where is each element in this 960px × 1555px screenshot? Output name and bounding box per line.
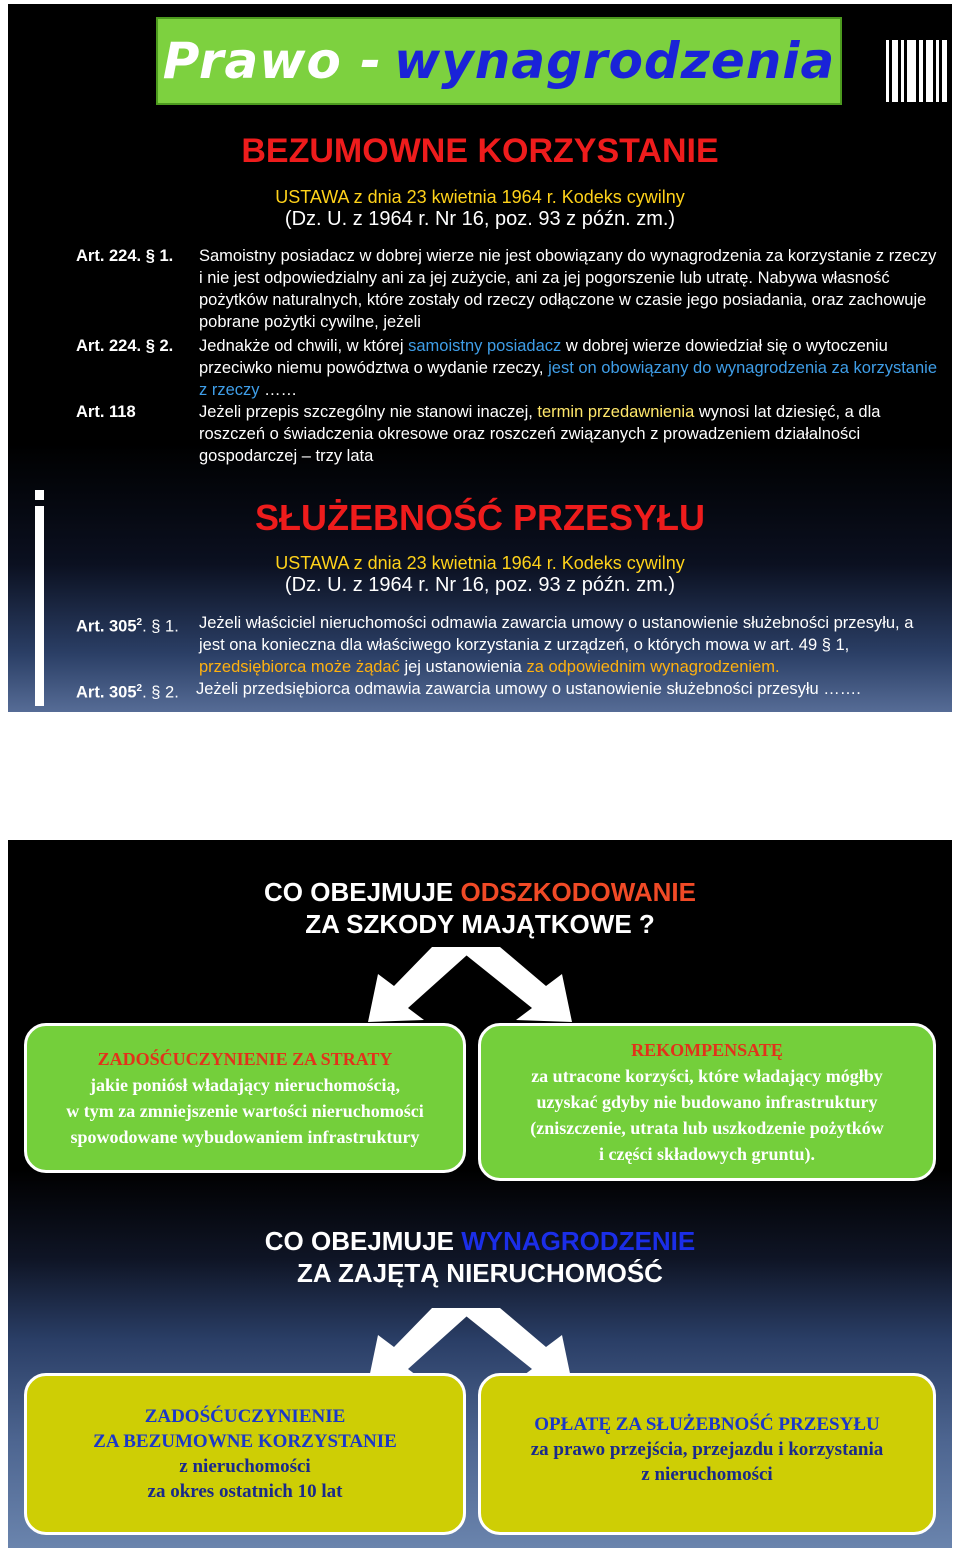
article-label-part: Art. 305 xyxy=(76,617,137,636)
box-heading: ZA BEZUMOWNE KORZYSTANIE xyxy=(93,1431,397,1452)
slide-2 xyxy=(8,840,952,1548)
article-paragraph xyxy=(76,245,946,333)
arrow-pair-1 xyxy=(368,947,572,1022)
arrow-pair-2 xyxy=(368,1308,572,1383)
info-box-zadoscuczynienie xyxy=(24,1373,466,1535)
article-text xyxy=(199,335,939,401)
box-line: za prawo przejścia, przejazdu i korzystania xyxy=(530,1439,884,1460)
section-heading: SŁUŻEBNOŚĆ PRZESYŁU xyxy=(254,497,706,538)
arrow-down-left xyxy=(368,1308,476,1383)
article-text xyxy=(199,612,939,678)
question-highlight: ODSZKODOWANIE xyxy=(460,877,696,907)
box-heading: ZADOŚĆUCZYNIENIE ZA STRATY xyxy=(97,1049,393,1069)
box-line: spowodowane wybudowaniem infrastruktury xyxy=(70,1127,420,1147)
question-line-2: ZA ZAJĘTĄ NIERUCHOMOŚĆ xyxy=(297,1258,663,1288)
arrow-down-right xyxy=(456,1308,572,1383)
article-paragraph xyxy=(76,612,946,678)
section-source xyxy=(8,186,952,230)
box-line: z nieruchomości xyxy=(641,1464,773,1485)
box-heading: ZADOŚĆUCZYNIENIE xyxy=(144,1406,346,1427)
article-text xyxy=(199,401,939,467)
article-text xyxy=(199,245,939,333)
highlight-text: termin przedawnienia xyxy=(537,403,695,421)
box-line: za utracone korzyści, które władający mógłby xyxy=(531,1066,883,1086)
article-text-part: Jeżeli przepis szczególny nie stanowi inaczej, xyxy=(199,403,538,421)
article-text-part: …… xyxy=(259,381,298,399)
title-part-1: Prawo - xyxy=(162,32,382,90)
decorative-barcode xyxy=(886,40,947,102)
box-line: (zniszczenie, utrata lub uszkodzenie pożytków xyxy=(530,1118,884,1138)
article-text-part: w dobrej wierze dowiedział się o wytoczeniu przeciwko niemu powództwa o wydanie rzeczy, xyxy=(199,337,888,377)
source-line-2: (Dz. U. z 1964 r. Nr 16, poz. 93 z późn. zm.) xyxy=(284,208,676,230)
article-label xyxy=(76,678,179,704)
article-label xyxy=(76,612,179,638)
question-highlight: WYNAGRODZENIE xyxy=(461,1226,696,1256)
box-line: i części składowych gruntu). xyxy=(599,1144,815,1164)
article-text-part: wynosi lat dziesięć, a dla roszczeń o świadczenia okresowe oraz roszczeń związanych z prowadzeniem działalności gospodarczej – trzy lata xyxy=(199,403,881,465)
question-text: CO OBEJMUJE xyxy=(264,877,461,907)
box-heading: OPŁATĘ ZA SŁUŻEBNOŚĆ PRZESYŁU xyxy=(534,1414,880,1435)
question-heading xyxy=(8,1225,952,1289)
section-heading: BEZUMOWNE KORZYSTANIE xyxy=(241,132,719,170)
highlight-text: za odpowiednim wynagrodzeniem. xyxy=(526,658,780,676)
highlight-text: samoistny posiadacz xyxy=(408,337,562,355)
box-heading: REKOMPENSATĘ xyxy=(631,1040,783,1060)
slide-title xyxy=(156,17,842,105)
section-source xyxy=(8,552,952,596)
article-text-part: Jeżeli przedsiębiorca odmawia zawarcia umowy o ustanowienie służebności przesyłu ……. xyxy=(196,680,861,698)
box-line: jakie poniósł władający nieruchomością, xyxy=(89,1075,400,1095)
article-label-part: . § 1. xyxy=(142,617,179,636)
question-line-2: ZA SZKODY MAJĄTKOWE ? xyxy=(305,909,655,939)
article-paragraph xyxy=(76,401,946,467)
info-box-oplata xyxy=(478,1373,936,1535)
article-label-sup: 2 xyxy=(136,683,143,694)
article-text-part: Samoistny posiadacz w dobrej wierze nie jest obowiązany do wynagrodzenia za korzystanie z rzeczy i nie jest odpowiedzialny ani za jej zużycie, ani za jej pogorszenie lub utratę. xyxy=(199,247,937,287)
article-label: Art. 118 xyxy=(76,403,136,421)
slide-1 xyxy=(8,4,952,712)
highlight-text: przedsiębiorca może żądać xyxy=(199,658,400,676)
article-paragraph xyxy=(76,678,946,700)
article-text-part: Nabywa własność pożytków naturalnych, które zostały od rzeczy odłączone w czasie jego posiadania, oraz zachowuje pobrane pożytki cywilne, jeżeli xyxy=(199,269,927,331)
article-label-part: Art. 305 xyxy=(76,683,137,702)
article-text-part: Jednakże od chwili, w której xyxy=(199,337,409,355)
article-text-part: jej ustanowienia xyxy=(399,658,527,676)
article-label-sup: 2 xyxy=(136,617,143,628)
source-line-1: USTAWA z dnia 23 kwietnia 1964 r. Kodeks cywilny xyxy=(275,553,685,573)
article-label-part: . § 2. xyxy=(142,683,179,702)
arrow-down-left xyxy=(368,947,476,1022)
article-label: Art. 224. § 1. xyxy=(76,247,174,265)
info-box-straty xyxy=(24,1023,466,1173)
info-box-rekompensata xyxy=(478,1023,936,1181)
box-line: w tym za zmniejszenie wartości nieruchomości xyxy=(66,1101,424,1121)
source-line-1: USTAWA z dnia 23 kwietnia 1964 r. Kodeks cywilny xyxy=(275,187,685,207)
arrow-down-right xyxy=(456,947,572,1022)
question-text: CO OBEJMUJE xyxy=(264,1226,462,1256)
source-line-2: (Dz. U. z 1964 r. Nr 16, poz. 93 z późn. zm.) xyxy=(284,574,676,596)
box-line: uzyskać gdyby nie budowano infrastruktury xyxy=(536,1092,878,1112)
highlight-text: jest on obowiązany do wynagrodzenia za korzystanie z rzeczy xyxy=(199,359,938,399)
article-text xyxy=(196,678,936,700)
title-part-2: wynagrodzenia xyxy=(394,32,836,90)
question-line-1 xyxy=(8,1225,952,1257)
box-line: z nieruchomości xyxy=(179,1456,311,1477)
article-label: Art. 224. § 2. xyxy=(76,337,174,355)
article-paragraph xyxy=(76,335,946,401)
article-text-part: Jeżeli właściciel nieruchomości odmawia zawarcia umowy o ustanowienie służebności przesyłu, a jest ona konieczna dla właściwego korzystania z urządzeń, o których mowa w art. 49 § 1, xyxy=(199,614,914,654)
box-line: za okres ostatnich 10 lat xyxy=(147,1481,343,1502)
